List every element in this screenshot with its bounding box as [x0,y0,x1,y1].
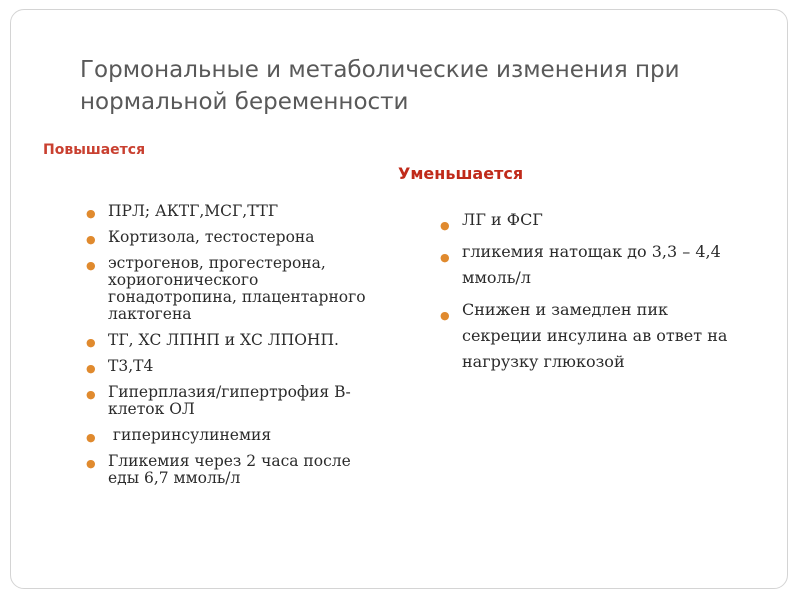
bullet-icon: ● [86,431,96,444]
list-item [80,384,380,418]
decreases-heading: Уменьшается [398,164,524,183]
list-item [80,255,380,323]
bullet-icon: ● [86,207,96,220]
bullet-icon: ● [86,457,96,470]
bullet-icon: ● [86,388,96,401]
list-item-text: гиперинсулинемия [108,426,272,444]
slide-title: Гормональные и метаболические изменения при нормальной беременности [80,57,680,115]
list-item-text: Т3,Т4 [108,357,154,375]
list-item-text: ЛГ и ФСГ [462,210,543,229]
list-item-text: ПРЛ; АКТГ,МСГ,ТТГ [108,202,279,220]
bullet-icon: ● [86,259,96,272]
bullet-icon: ● [440,219,450,232]
list-item-text: гликемия натощак до 3,3 – 4,4 ммоль/л [462,242,721,287]
list-item [80,453,380,487]
bullet-icon: ● [86,233,96,246]
list-item [440,239,740,291]
list-item [80,203,380,220]
decreases-list [440,207,740,381]
list-item-text: Гликемия через 2 часа после еды 6,7 ммоль/л [108,452,351,487]
list-item [80,427,380,444]
list-item-text: ТГ, ХС ЛПНП и ХС ЛПОНП. [108,331,339,349]
list-item-text: Снижен и замедлен пик секреции инсулина ав ответ на нагрузку глюкозой [462,300,728,371]
list-item [80,229,380,246]
increases-list [80,203,380,496]
increases-heading: Повышается [43,142,146,158]
bullet-icon: ● [440,251,450,264]
list-item-text: эстрогенов, прогестерона, хориогонического гонадотропина, плацентарного лактогена [108,254,366,323]
list-item [440,297,740,375]
bullet-icon: ● [86,336,96,349]
list-item [80,332,380,349]
list-item [80,358,380,375]
bullet-icon: ● [440,309,450,322]
list-item-text: Кортизола, тестостерона [108,228,315,246]
bullet-icon: ● [86,362,96,375]
list-item [440,207,740,233]
list-item-text: Гиперплазия/гипертрофия В-клеток ОЛ [108,383,351,418]
